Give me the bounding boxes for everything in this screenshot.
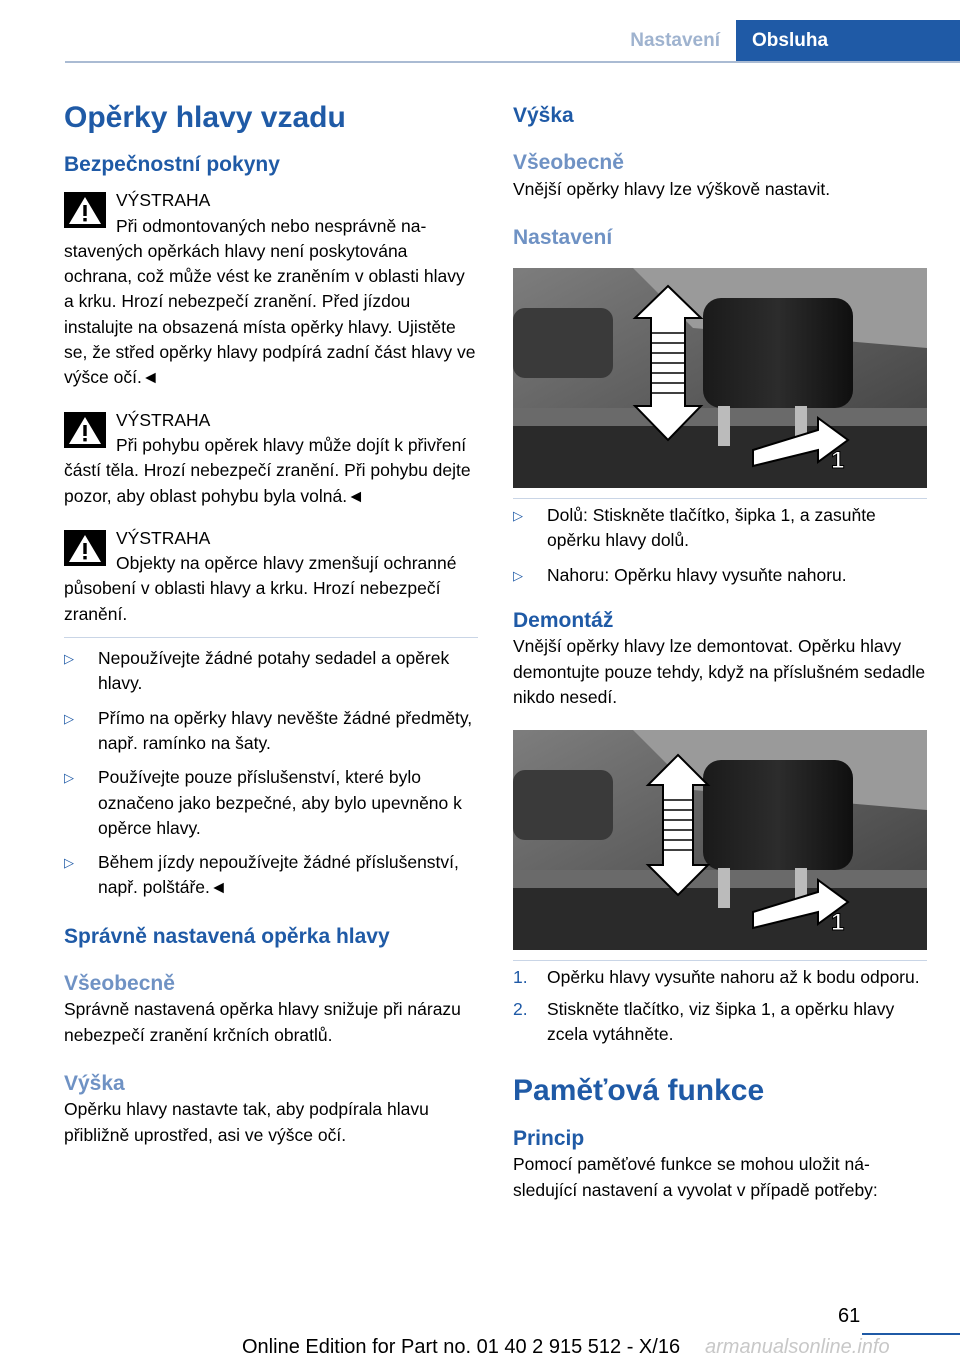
watermark-text: armanualsonline.info xyxy=(705,1336,890,1358)
headrest-photo xyxy=(513,730,927,950)
height-text: Opěrku hlavy nastavte tak, aby podpírala hlavu přibližně uprostřed, asi ve výšce očí. xyxy=(64,1099,429,1145)
warning-icon xyxy=(64,412,106,448)
general-text: Správně nastavená opěrka hlavy snižuje při nárazu nebezpečí zranění krčních obratlů. xyxy=(64,999,461,1045)
online-edition-text: Online Edition for Part no. 01 40 2 915 512 - X/16 xyxy=(242,1336,681,1358)
warning-block xyxy=(64,526,478,627)
right-column xyxy=(513,95,927,1203)
adjust-bullet-list xyxy=(513,503,927,588)
warning-icon xyxy=(64,530,106,566)
list-item: ▷ Přímo na opěrky hlavy nevěšte žádné předměty, např. ramínko na šaty. xyxy=(64,707,473,753)
warning-text: Při pohybu opěrek hlavy může dojít k přivření částí těla. Hrozí nebezpečí zranění. Při pohybu dejte pozor, aby oblast pohybu byla volná.◄ xyxy=(64,434,471,506)
triangle-bullet-icon: ▷ xyxy=(64,651,74,667)
footer-rule xyxy=(862,1333,960,1335)
warning-text: Při odmontovaných nebo nesprávně nastavených opěrkách hlavy není poskytována ochrana, což může vést ke zraněním v oblasti hlavy a krku. Hrozí nebezpečí zranění. Před jízdou instalujte na obsazená místa opěrky hlavy. Ujistěte se, že střed opěrky hlavy podpírá zadní část hlavy ve výšce očí.◄ xyxy=(64,215,476,388)
tab-obsluha[interactable]: Obsluha xyxy=(736,20,960,62)
principle-heading: Princip xyxy=(513,1127,585,1151)
memory-heading: Paměťová funkce xyxy=(513,1074,765,1108)
triangle-bullet-icon: ▷ xyxy=(513,508,523,524)
general-heading: Všeobecně xyxy=(513,151,624,175)
list-item: ▷ Nahoru: Opěrku hlavy vysuňte nahoru. xyxy=(513,563,927,588)
warning-icon xyxy=(64,192,106,228)
triangle-bullet-icon: ▷ xyxy=(513,567,523,583)
principle-text: Pomocí paměťové funkce se mohou uložit následující nastavení a vyvolat v případě potřeby: xyxy=(513,1154,878,1200)
page-number: 61 xyxy=(838,1305,861,1327)
callout-number: 1 xyxy=(831,447,845,475)
headrest-photo xyxy=(513,268,927,488)
list-item: 2. Stiskněte tlačítko, viz šipka 1, a opěrku hlavy zcela vytáhněte. xyxy=(513,998,895,1044)
warning-label: VÝSTRAHA xyxy=(116,409,211,430)
top-navigation xyxy=(614,20,960,62)
warning-label: VÝSTRAHA xyxy=(116,190,211,211)
height-heading: Výška xyxy=(64,1071,125,1095)
list-item: ▷ Dolů: Stiskněte tlačítko, šipka 1, a zasuňte opěrku hlavy dolů. xyxy=(513,505,876,551)
triangle-bullet-icon: ▷ xyxy=(64,770,74,786)
general-text: Vnější opěrky hlavy lze výškově nastavit. xyxy=(513,178,831,199)
list-item: 1. Opěrku hlavy vysuňte nahoru až k bodu odporu. xyxy=(513,967,920,988)
safety-heading: Bezpečnostní pokyny xyxy=(64,153,280,176)
correct-heading: Správně nastavená opěrka hlavy xyxy=(64,924,390,948)
callout-number: 1 xyxy=(831,909,845,937)
general-heading: Všeobecně xyxy=(64,972,175,996)
tab-nastaveni[interactable]: Nastavení xyxy=(630,30,720,51)
removal-heading: Demontáž xyxy=(513,609,614,633)
left-column xyxy=(64,95,478,1148)
list-item: ▷ Během jízdy nepoužívejte žádné příslušenství, např. polštáře.◄ xyxy=(64,852,459,898)
header-rule xyxy=(65,61,960,63)
warning-block xyxy=(64,188,478,390)
list-item: ▷ Nepoužívejte žádné potahy sedadel a opěrek hlavy. xyxy=(64,648,450,694)
removal-steps xyxy=(513,965,927,1047)
list-item: ▷ Používejte pouze příslušenství, které bylo označeno jako bezpečné, aby bylo upevněno k opěrce hlavy. xyxy=(64,767,462,838)
warning-label: VÝSTRAHA xyxy=(116,527,211,548)
adjust-heading: Nastavení xyxy=(513,225,613,249)
triangle-bullet-icon: ▷ xyxy=(64,855,74,871)
removal-text: Vnější opěrky hlavy lze demontovat. Opěrku hlavy demontujte pouze tehdy, když na příslušném sedadle nikdo nesedí. xyxy=(513,636,926,707)
page-title: Opěrky hlavy vzadu xyxy=(64,101,346,134)
triangle-bullet-icon: ▷ xyxy=(64,710,74,726)
height-heading: Výška xyxy=(513,104,574,127)
safety-bullet-list xyxy=(64,646,478,901)
warning-text: Objekty na opěrce hlavy zmenšují ochranné působení v oblasti hlavy a krku. Hrozí nebezpečí zranění. xyxy=(64,553,457,624)
warning-block xyxy=(64,408,478,509)
